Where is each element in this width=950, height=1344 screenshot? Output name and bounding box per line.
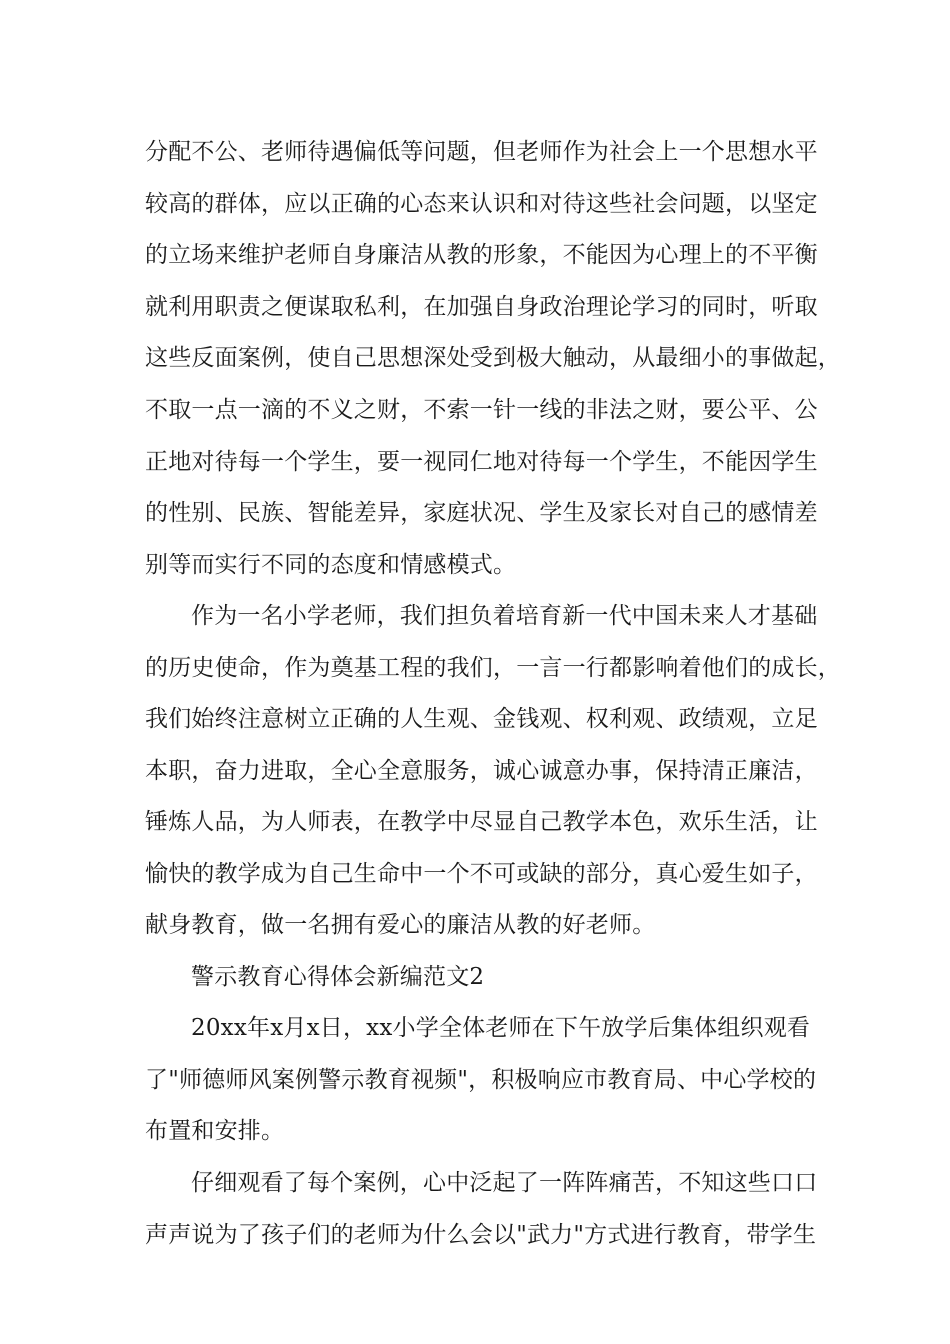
paragraph-4-line: 声声说为了孩子们的老师为什么会以"武力"方式进行教育，带学生 [145,1222,817,1248]
paragraph-2-line: 献身教育，做一名拥有爱心的廉洁从教的好老师。 [145,912,656,938]
paragraph-1-line: 正地对待每一个学生，要一视同仁地对待每一个学生，不能因学生 [145,449,818,475]
paragraph-1-line: 就利用职责之便谋取私利，在加强自身政治理论学习的同时，听取 [145,294,818,320]
paragraph-2-line: 锤炼人品，为人师表，在教学中尽显自己教学本色，欢乐生活，让 [145,809,818,835]
paragraph-1-line: 这些反面案例，使自己思想深处受到极大触动，从最细小的事做起， [145,345,841,371]
paragraph-1-line: 不取一点一滴的不义之财，不索一针一线的非法之财，要公平、公 [145,397,818,423]
paragraph-1-line: 较高的群体，应以正确的心态来认识和对待这些社会问题，以坚定 [145,191,818,217]
paragraph-1-line: 分配不公、老师待遇偏低等问题，但老师作为社会上一个思想水平 [145,139,818,165]
paragraph-2-line: 本职，奋力进取，全心全意服务，诚心诚意办事，保持清正廉洁， [145,758,818,784]
paragraph-2-line: 作为一名小学老师，我们担负着培育新一代中国未来人才基础 [191,603,818,629]
paragraph-3-line: 20xx年x月x日，xx小学全体老师在下午放学后集体组织观看 [191,1015,811,1041]
paragraph-1-line: 别等而实行不同的态度和情感模式。 [145,552,517,578]
paragraph-1-line: 的立场来维护老师自身廉洁从教的形象，不能因为心理上的不平衡 [145,242,818,268]
paragraph-1-line: 的性别、民族、智能差异，家庭状况、学生及家长对自己的感情差 [145,500,818,526]
section-heading: 警示教育心得体会新编范文2 [191,964,485,990]
paragraph-2-line: 愉快的教学成为自己生命中一个不可或缺的部分，真心爱生如子， [145,861,818,887]
paragraph-3-line: 了"师德师风案例警示教育视频"，积极响应市教育局、中心学校的 [145,1067,817,1093]
paragraph-2-line: 我们始终注意树立正确的人生观、金钱观、权利观、政绩观，立足 [145,706,818,732]
paragraph-2-line: 的历史使命，作为奠基工程的我们，一言一行都影响着他们的成长， [145,655,841,681]
paragraph-4-line: 仔细观看了每个案例，心中泛起了一阵阵痛苦，不知这些口口 [191,1170,818,1196]
paragraph-3-line: 布置和安排。 [145,1118,285,1144]
